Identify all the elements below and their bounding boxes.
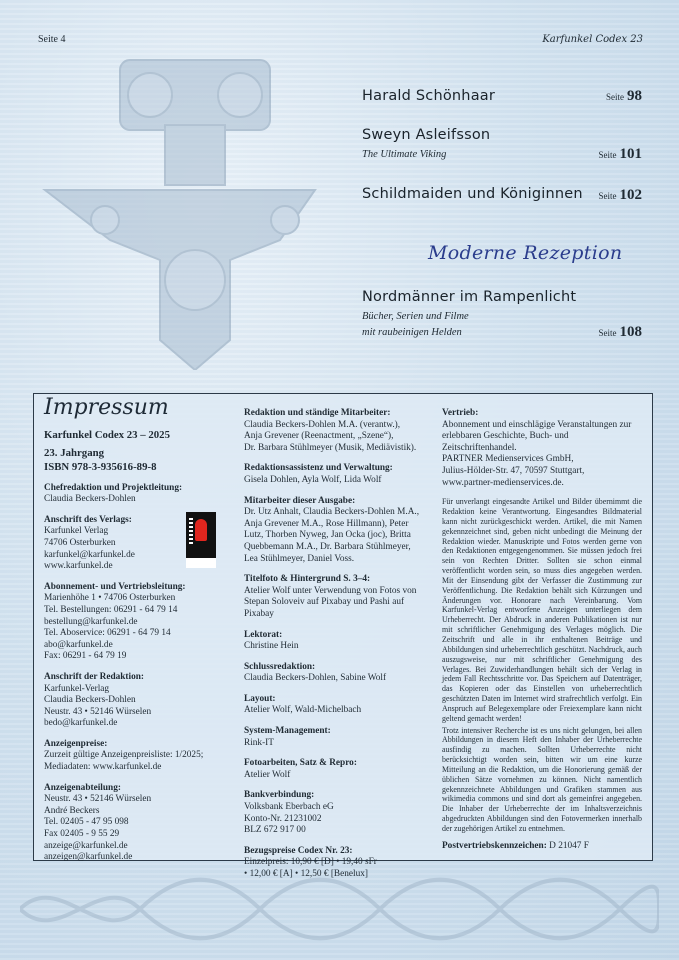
block-label: Schlussredaktion:: [244, 661, 316, 672]
impressum-block: [44, 483, 234, 506]
block-label: Redaktion und ständige Mitarbeiter:: [244, 408, 391, 418]
impressum-block: [244, 496, 434, 566]
block-line: Zurzeit gültige Anzeigenpreisliste: 1/2025;: [44, 750, 204, 761]
block-line: Stepan Soloveiv auf Pixabay und Pashi auf Pixabay: [244, 597, 405, 619]
impressum-block: [244, 758, 434, 781]
vertrieb-line: Abonnement und einschlägige Veranstaltungen zur: [442, 419, 632, 430]
vertrieb-label: Vertrieb:: [442, 408, 479, 418]
impressum-title: Impressum: [44, 395, 169, 420]
volume: 23. Jahrgang: [44, 446, 104, 459]
magazine-issue: Karfunkel Codex 23 – 2025: [44, 428, 170, 441]
block-label: Anzeigenpreise:: [44, 738, 108, 749]
block-line: www.karfunkel.de: [44, 561, 113, 572]
block-line: Mediadaten: www.karfunkel.de: [44, 762, 162, 773]
block-label: Anzeigenabteilung:: [44, 782, 121, 793]
block-line: karfunkel@karfunkel.de: [44, 549, 135, 560]
impressum-box: [33, 393, 653, 879]
impressum-block: [244, 662, 434, 685]
block-label: Chefredaktion und Projektleitung:: [44, 482, 183, 493]
block-label: Anschrift der Redaktion:: [44, 671, 145, 682]
section-heading: Moderne Rezeption: [428, 242, 623, 264]
toc-entry: [362, 88, 642, 104]
block-line: Tel. Aboservice: 06291 - 64 79 14: [44, 628, 171, 639]
block-line: Karfunkel Verlag: [44, 526, 109, 537]
block-label: Abonnement- und Vertriebsleitung:: [44, 581, 186, 592]
toc-page: Seite 98: [606, 88, 642, 104]
block-label: Fotoarbeiten, Satz & Repro:: [244, 758, 357, 769]
impressum-column-3: [442, 408, 642, 852]
vertrieb-line: www.partner-medienservices.de.: [442, 477, 564, 488]
block-label: Titelfoto & Hintergrund S. 3–4:: [244, 574, 371, 585]
block-line: Einzelpreis: 10,90 € [D] • 19,40 sFr: [244, 857, 377, 868]
toc-title: Schildmaiden und Königinnen: [362, 186, 583, 202]
block-line: Atelier Wolf unter Verwendung von Fotos von: [244, 585, 417, 596]
block-line: Dr. Barbara Stühlmeyer (Musik, Mediävistik).: [244, 442, 417, 453]
vertrieb-line: erlebbaren Geschichte, Buch- und Zeitschriftenhandel.: [442, 431, 569, 453]
block-line: Anja Grevener (Reenactment, „Szene“),: [244, 431, 394, 442]
block-line: Claudia Beckers-Dohlen: [44, 695, 136, 706]
block-line: Gisela Dohlen, Ayla Wolf, Lida Wolf: [244, 474, 382, 485]
block-line: abo@karfunkel.de: [44, 639, 113, 650]
impressum-block: [44, 582, 234, 663]
impressum-block: [244, 630, 434, 653]
block-label: Bezugspreise Codex Nr. 23:: [244, 845, 353, 856]
block-label: Layout:: [244, 693, 276, 704]
block-line: Marienhöhe 1 • 74706 Osterburken: [44, 593, 176, 604]
block-line: Anja Grevener M.A., Rose Hillmann), Peter: [244, 518, 409, 529]
block-line: Konto-Nr. 21231002: [244, 813, 322, 824]
impressum-block: [244, 408, 434, 454]
block-line: Christine Hein: [244, 641, 299, 652]
block-label: Mitarbeiter dieser Ausgabe:: [244, 495, 356, 506]
block-line: Neustr. 43 • 52146 Würselen: [44, 706, 152, 717]
block-label: System-Management:: [244, 726, 331, 737]
legal-text-2: Trotz intensiver Recherche ist es uns nicht gelungen, bei allen Abbildungen in diesem Heft den Inhaber der Urheberrechte ausfindig zu machen. Sollten Urheberrechte nicht berücksichtigt worden sein, bitten wir um eine kurze Mitteilung an die Redaktion, um die Honorierung gemäß der üblichen Sätze vornehmen zu können. Nicht namentlich gekennzeichnete Abbildungen und Grafiken stammen aus wikimedia commons und sind dort als gemeinfrei angegeben. Die Inhaber der Urheberrechte der im Inhaltsverzeichnis abgedruckten Abbildungen sind den Fotovermerken innerhalb der zugehörigen Artikel zu entnehmen.: [442, 725, 642, 833]
impressum-block: [244, 694, 434, 717]
toc-page: Seite 108: [598, 324, 642, 340]
block-line: bedo@karfunkel.de: [44, 718, 118, 729]
legal-text-1: Für unverlangt eingesandte Artikel und Bilder übernimmt die Redaktion keine Verantwortung. Eingesandtes Bildmaterial kann nicht zurückgeschickt werden. Artikel, die mit Namen gekennzeichnet sind, geben nicht unbedingt die Meinung der Redaktion wieder. Manuskripte und Fotos werden gerne von den Redaktionen entgegengenommen. Sie müssen jedoch frei sein von Rechten Dritter. Sollten sie schon einmal veröffentlicht worden sein, so muss dies angegeben werden. Mit der Einsendung gibt der Verfasser die Zustimmung zur Veröffentlichung. Die Redaktion behält sich Kürzungen und Änderungen vor. Honorare nach Vereinbarung. Vom Karfunkel-Verlag entworfene Anzeigen unterliegen dem Urheberrecht. Der Abdruck in anderen Publikationen ist nur mit schriftlicher Genehmigung des Verlages möglich. Die Zeitschrift und alle in ihr enthaltenen Beiträge und Abbildungen sind urheberrechtlich geschützt. Nachdruck, auch auszugsweise, nur mit schriftlicher Genehmigung des Verlages. Bei Zuwiderhandlungen behält sich der Verlag in jedem Fall Rechtsschritte vor. Das Speichern auf Datenträger, das Kopieren oder das Einstellen von urheberrechtlich geschützten Daten im Internet wird strafrechtlich verfolgt. Ein Anspruch auf Belegexemplare oder Freiexemplare kann nicht geltend gemacht werden!: [442, 497, 642, 723]
impressum-block: [244, 726, 434, 749]
block-line: Fax: 06291 - 64 79 19: [44, 651, 127, 662]
block-line: Claudia Beckers-Dohlen: [44, 494, 136, 505]
block-line: André Beckers: [44, 805, 100, 816]
block-line: Atelier Wolf: [244, 769, 291, 780]
block-line: anzeigen@karfunkel.de: [44, 852, 133, 863]
toc-page: Seite 101: [598, 146, 642, 162]
block-label: Lektorat:: [244, 629, 283, 640]
block-line: Atelier Wolf, Wald-Michelbach: [244, 705, 362, 716]
block-line: 74706 Osterburken: [44, 537, 116, 548]
vertrieb-line: PARTNER Medienservices GmbH,: [442, 454, 574, 465]
block-line: anzeige@karfunkel.de: [44, 840, 128, 851]
block-line: BLZ 672 917 00: [244, 825, 306, 836]
toc-subtitle: Bücher, Serien und Filme: [362, 311, 469, 322]
magazine-title: Karfunkel Codex 23: [542, 34, 643, 45]
page-number: Seite 4: [38, 34, 66, 45]
impressum-block: [44, 672, 234, 730]
block-label: Redaktionsassistenz und Verwaltung:: [244, 463, 393, 474]
block-label: Anschrift des Verlags:: [44, 514, 132, 525]
block-line: Lutz, Thorben Nyweg, Jan Ocka (joc), Britta: [244, 530, 411, 541]
toc-title: Nordmänner im Rampenlicht: [362, 289, 577, 305]
isbn: ISBN 978-3-935616-89-8: [44, 460, 157, 473]
impressum-block: [244, 790, 434, 836]
impressum-block: [244, 463, 434, 486]
impressum-block: [44, 783, 234, 864]
block-line: Fax 02405 - 9 55 29: [44, 829, 120, 840]
block-line: Claudia Beckers-Dohlen, Sabine Wolf: [244, 673, 387, 684]
toc-title: Harald Schönhaar: [362, 88, 496, 104]
block-line: Neustr. 43 • 52146 Würselen: [44, 794, 152, 805]
block-line: Karfunkel-Verlag: [44, 683, 110, 694]
impressum-block: [44, 739, 234, 774]
vertrieb-line: Julius-Hölder-Str. 47, 70597 Stuttgart,: [442, 465, 585, 476]
block-line: Lea Stühlmeyer, Daniel Voss.: [244, 553, 355, 564]
celtic-knot-border: [20, 870, 659, 948]
block-line: Dr. Utz Anhalt, Claudia Beckers-Dohlen M.A.,: [244, 507, 420, 518]
impressum-block: [244, 574, 434, 620]
block-line: bestellung@karfunkel.de: [44, 616, 138, 627]
toc-subtitle: The Ultimate Viking: [362, 149, 447, 160]
toc-subtitle: mit raubeinigen Helden: [362, 327, 462, 338]
impressum-column-2: [244, 408, 434, 881]
block-line: Claudia Beckers-Dohlen M.A. (verantw.),: [244, 419, 401, 430]
thors-hammer-illustration: [25, 40, 335, 370]
presse-buch-logo: [186, 512, 216, 568]
block-line: Quebbemann M.A., Dr. Barbara Stühlmeyer,: [244, 541, 411, 552]
impressum-column-1: [44, 395, 234, 864]
block-line: Tel. Bestellungen: 06291 - 64 79 14: [44, 604, 178, 615]
toc-page: Seite 102: [598, 187, 642, 203]
block-line: • 12,00 € [A] • 12,50 € [Benelux]: [244, 869, 368, 879]
block-line: Rink-IT: [244, 737, 274, 748]
block-line: Tel. 02405 - 47 95 098: [44, 817, 129, 828]
postvertrieb: Postvertriebskennzeichen: D 21047 F: [442, 840, 589, 851]
block-line: Volksbank Eberbach eG: [244, 802, 334, 813]
toc-title: Sweyn Asleifsson: [362, 127, 491, 143]
block-label: Bankverbindung:: [244, 790, 315, 801]
